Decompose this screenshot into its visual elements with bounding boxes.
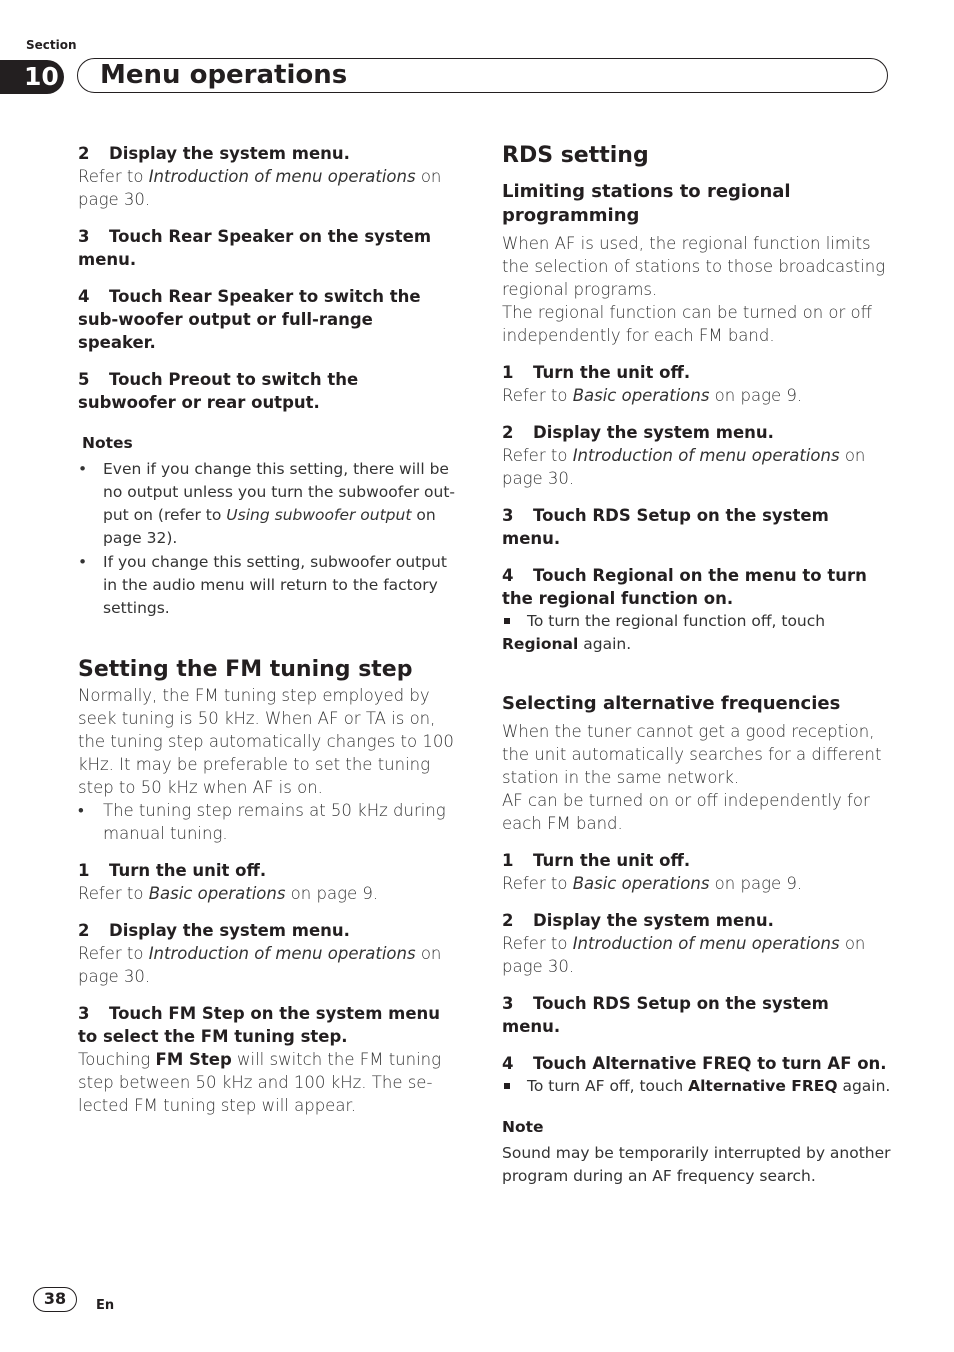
- note-title: Note: [502, 1118, 544, 1136]
- section-label: Section: [26, 38, 77, 52]
- paragraph: AF can be turned on or off independently for each FM band.: [502, 791, 870, 833]
- step-note: To turn AF off, touch Alternative FREQ again.: [502, 1075, 892, 1098]
- section-heading-fm-step: Setting the FM tuning step: [78, 657, 413, 682]
- step-heading: 1 Turn the unit off.: [502, 363, 691, 382]
- paragraph: Touching FM Step will switch the FM tuning step between 50 kHz and 100 kHz. The se-lected FM tuning step will appear.: [78, 1050, 442, 1115]
- step-heading: 2 Display the system menu.: [78, 921, 350, 940]
- step-heading: 4 Touch Alternative FREQ to turn AF on.: [502, 1054, 887, 1073]
- step-heading: 4 Touch Rear Speaker to switch the sub-woofer output or full-range speaker.: [78, 287, 421, 352]
- notes-title: Notes: [82, 434, 133, 452]
- reference-link: Introduction of menu operations: [148, 167, 416, 186]
- step-reference: Refer to Introduction of menu operations on page 30.: [78, 167, 442, 209]
- step-note: To turn the regional function off, touch: [502, 610, 892, 633]
- step-heading: 2 Display the system menu.: [78, 144, 350, 163]
- section-heading-rds: RDS setting: [502, 143, 649, 168]
- step-reference: Refer to Basic operations on page 9.: [78, 884, 379, 903]
- page-title-bar: [77, 58, 888, 93]
- subheading-regional: Limiting stations to regional programming: [502, 181, 791, 226]
- square-bullet-icon: [504, 618, 510, 624]
- paragraph: The regional function can be turned on or off independently for each FM band.: [502, 303, 873, 345]
- bullet-item: • The tuning step remains at 50 kHz during manual tuning.: [78, 801, 446, 843]
- step-heading: 1 Turn the unit off.: [78, 861, 267, 880]
- note-body: Sound may be temporarily interrupted by another program during an AF frequency search.: [502, 1144, 891, 1185]
- page-title: Menu operations: [100, 60, 348, 90]
- step-heading: 3 Touch Rear Speaker on the system menu.: [78, 227, 432, 269]
- step-heading: 2 Display the system menu.: [502, 911, 774, 930]
- step-heading: 3 Touch FM Step on the system menu to select the FM tuning step.: [78, 1004, 441, 1046]
- paragraph: When AF is used, the regional function limits the selection of stations to those broadcasting regional programs.: [502, 234, 886, 299]
- subheading-alternative-frequencies: Selecting alternative frequencies: [502, 693, 841, 714]
- section-number-tab: 10: [0, 60, 64, 94]
- step-reference: Refer to Introduction of menu operations on page 30.: [502, 934, 866, 976]
- step-reference: Refer to Introduction of menu operations on page 30.: [502, 446, 866, 488]
- page-number: 38: [33, 1287, 77, 1312]
- step-heading: 1 Turn the unit off.: [502, 851, 691, 870]
- paragraph: Normally, the FM tuning step employed by seek tuning is 50 kHz. When AF or TA is on, the tuning step automatically changes to 100 kHz. It may be preferable to set the tuning step to 50 kHz when AF is on.: [78, 686, 454, 797]
- right-column: [502, 142, 892, 1188]
- paragraph: When the tuner cannot get a good reception, the unit automatically searches for a different station in the same network.: [502, 722, 882, 787]
- step-heading: 5 Touch Preout to switch the subwoofer or rear output.: [78, 370, 359, 412]
- step-reference: Refer to Introduction of menu operations on page 30.: [78, 944, 442, 986]
- language-label: En: [96, 1298, 115, 1313]
- step-heading: 3 Touch RDS Setup on the system menu.: [502, 506, 829, 548]
- step-reference: Refer to Basic operations on page 9.: [502, 386, 803, 405]
- square-bullet-icon: [504, 1083, 510, 1089]
- left-column: [78, 142, 456, 1117]
- step-heading: 2 Display the system menu.: [502, 423, 774, 442]
- step-note-cont: Regional again.: [502, 635, 632, 653]
- step-heading: 3 Touch RDS Setup on the system menu.: [502, 994, 829, 1036]
- note-item: • Even if you change this setting, there will be no output unless you turn the subwoofer out-put on (refer to Using subwoofer output on page 32).: [78, 460, 456, 547]
- step-heading: 4 Touch Regional on the menu to turn the regional function on.: [502, 566, 867, 608]
- note-item: • If you change this setting, subwoofer output in the audio menu will return to the factory settings.: [78, 553, 447, 617]
- step-reference: Refer to Basic operations on page 9.: [502, 874, 803, 893]
